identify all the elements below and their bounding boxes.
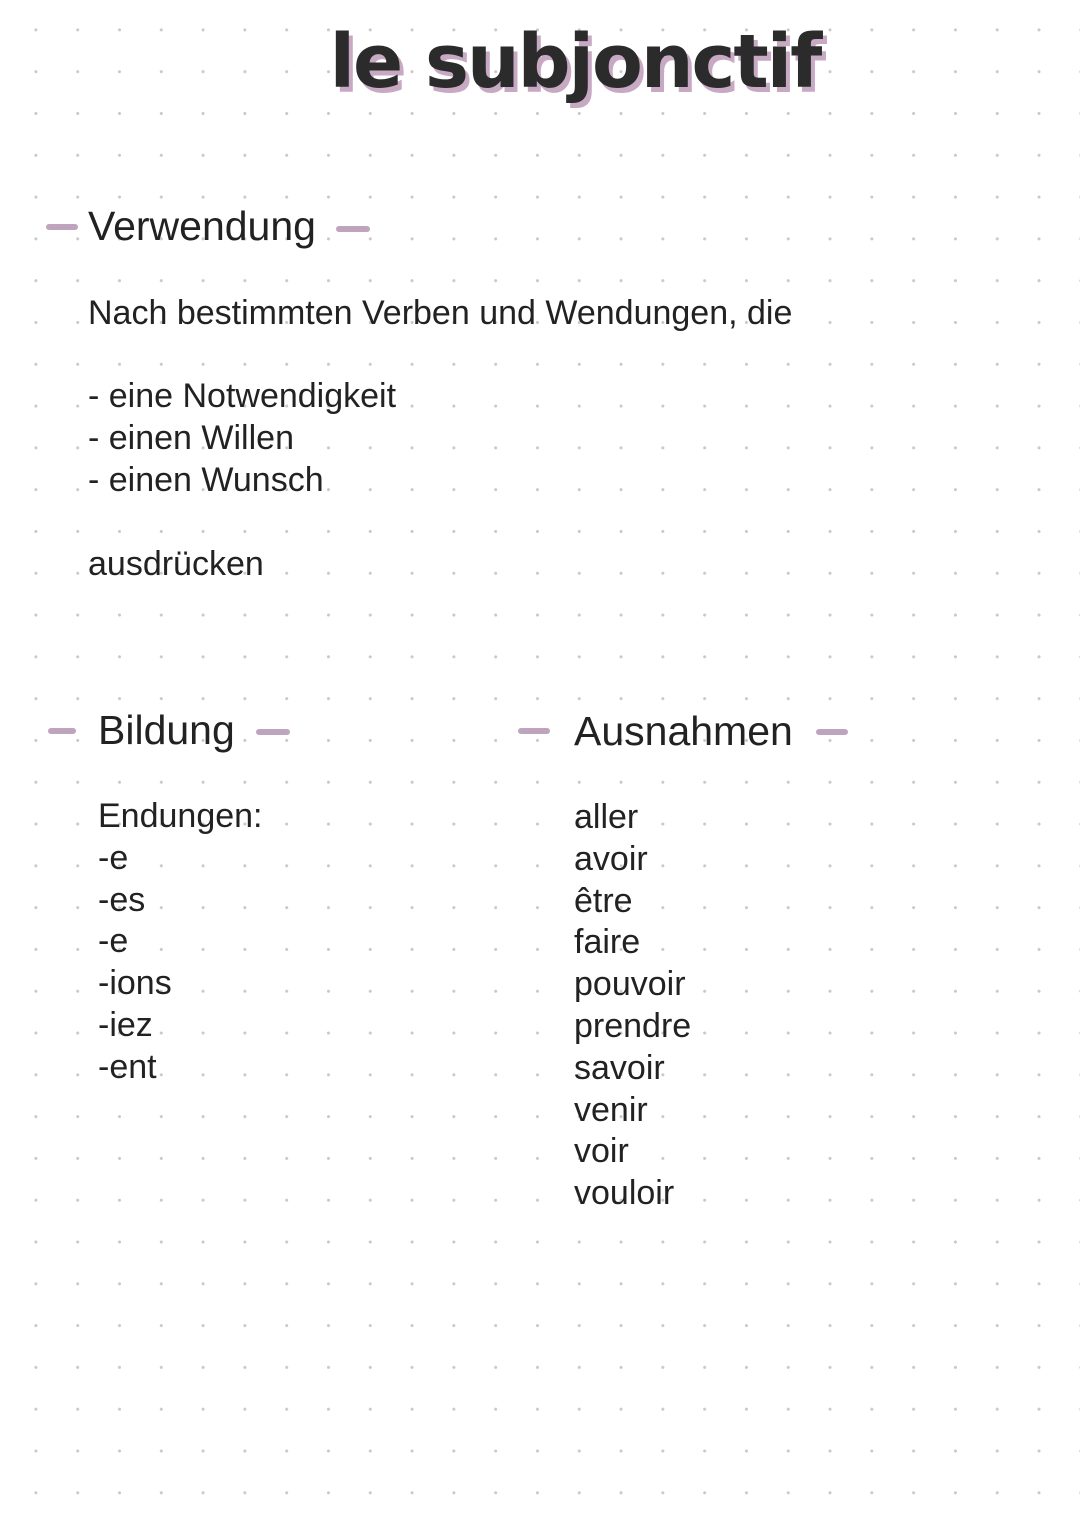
list-item: aller [574,798,639,836]
heading-dash-left [518,728,550,734]
list-item: -iez [98,1005,153,1044]
heading-dash-left [46,224,78,230]
ausnahmen-list [574,797,691,1215]
section-heading-verwendung: Verwendung [88,203,316,249]
list-item: -ent [98,1047,157,1086]
verwendung-intro: Nach bestimmten Verben und Wendungen, die [88,294,793,332]
list-item: avoir [574,839,648,878]
section-heading-ausnahmen: Ausnahmen [574,708,793,754]
list-item: - eine Notwendigkeit [88,377,397,415]
list-item: venir [574,1090,648,1129]
heading-dash-right [816,729,848,735]
heading-dash-right [336,226,370,232]
heading-dash-right [256,729,290,735]
list-item: -e [98,838,129,877]
endings-label: Endungen: [98,797,263,835]
verwendung-outro: ausdrücken [88,545,264,583]
page-title: le subjonctif [329,19,821,105]
list-item: voir [574,1132,629,1171]
list-item: - einen Wunsch [88,460,324,499]
list-item: -e [98,922,129,961]
list-item: être [574,881,633,920]
list-item: savoir [574,1048,665,1087]
list-item: vouloir [574,1174,675,1213]
heading-dash-left [48,728,76,734]
section-heading-bildung: Bildung [98,707,235,753]
list-item: faire [574,923,641,962]
list-item: - einen Willen [88,418,294,457]
list-item: pouvoir [574,965,686,1004]
bildung-list [98,796,263,1089]
list-item: prendre [574,1006,692,1045]
list-item: -ions [98,964,172,1003]
list-item: -es [98,880,146,919]
verwendung-list [88,376,396,501]
